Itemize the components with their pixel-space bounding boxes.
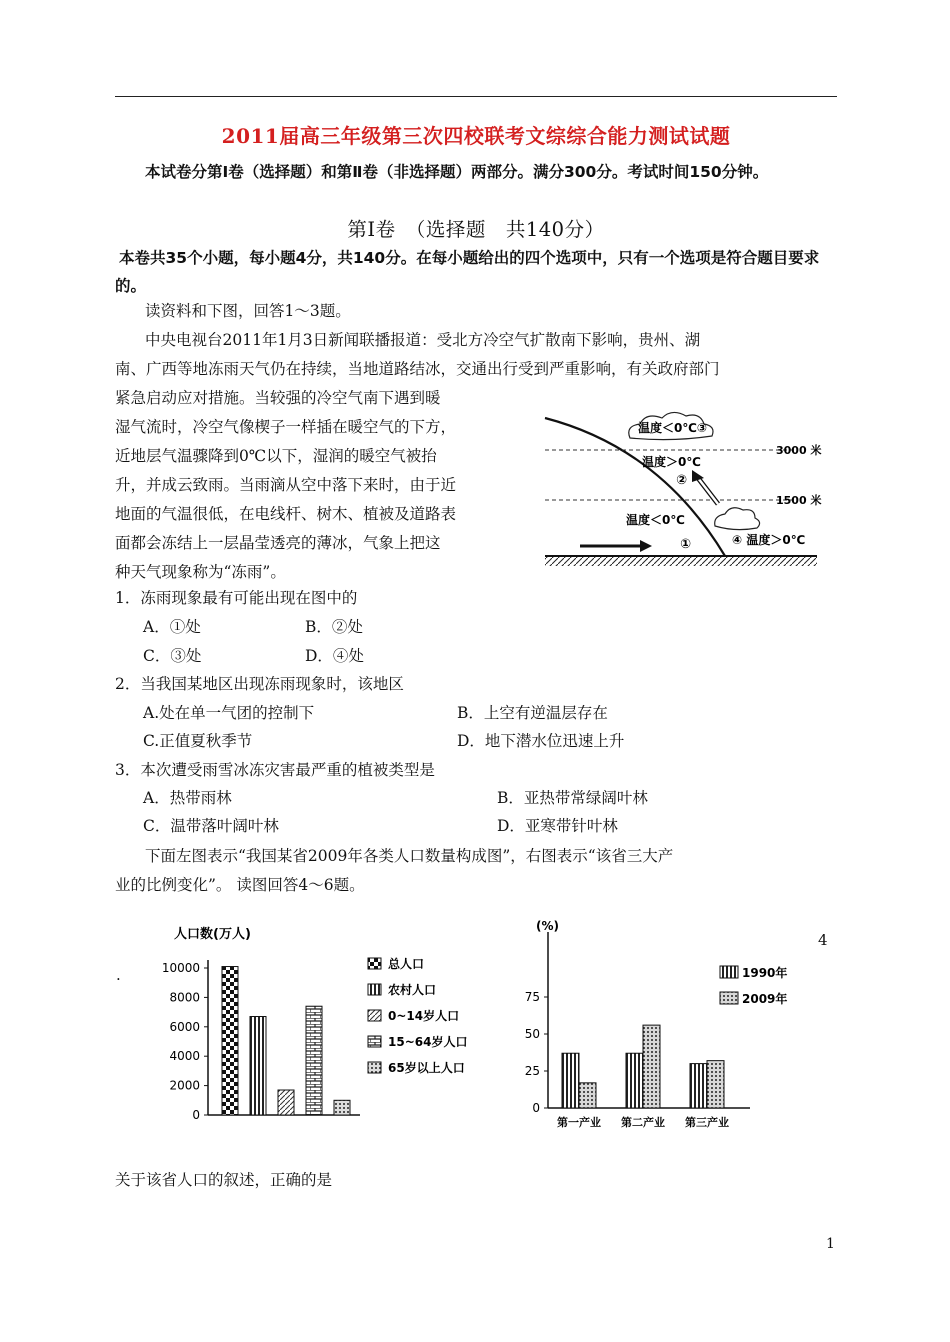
right-y-tick-label: 75 bbox=[524, 990, 540, 1004]
ground-hatch bbox=[545, 556, 817, 566]
cold-air-arrow-head bbox=[640, 540, 652, 552]
right-x-tick-label: 第三产业 bbox=[685, 1116, 729, 1129]
q3-option-a: A．热带雨林 bbox=[143, 789, 232, 807]
label-mid: 温度＞0℃ bbox=[642, 455, 701, 469]
left-legend-swatch bbox=[368, 1010, 381, 1021]
mark-2: ② bbox=[676, 473, 688, 488]
left-y-tick-label: 8000 bbox=[169, 990, 200, 1005]
right-legend-label: 2009年 bbox=[742, 992, 788, 1006]
q1-option-b: B．②处 bbox=[305, 618, 363, 636]
label-low: 温度＜0℃ bbox=[626, 513, 685, 527]
left-y-tick-label: 10000 bbox=[161, 961, 200, 975]
right-bar-2-2 bbox=[643, 1025, 660, 1108]
right-y-tick-label: 50 bbox=[524, 1027, 540, 1041]
right-legend-label: 1990年 bbox=[742, 966, 788, 980]
population-chart bbox=[150, 910, 510, 1146]
right-y-tick-label: 25 bbox=[524, 1064, 540, 1078]
q3-option-b: B．亚热带常绿阔叶林 bbox=[497, 789, 648, 807]
news-line-3: 紧急启动应对措施。当较强的冷空气南下遇到暖 bbox=[115, 389, 441, 407]
left-legend-label: 15~64岁人口 bbox=[388, 1035, 468, 1049]
wrap-line-4: 地面的气温很低，在电线杆、树木、植被及道路表 bbox=[115, 505, 457, 523]
left-legend-swatch bbox=[368, 958, 381, 969]
part1-heading: 第Ⅰ卷 （选择题 共140分） bbox=[347, 218, 605, 241]
left-y-tick-label: 2000 bbox=[169, 1078, 200, 1093]
label-top: 温度＜0℃③ bbox=[638, 421, 708, 435]
q3-option-c: C．温带落叶阔叶林 bbox=[143, 817, 279, 835]
header-rule bbox=[115, 96, 837, 97]
left-legend-label: 0~14岁人口 bbox=[388, 1009, 460, 1023]
alt-1500-label: 1500 米 bbox=[776, 494, 822, 507]
left-bar-3 bbox=[278, 1090, 294, 1115]
right-legend-swatch bbox=[720, 992, 738, 1004]
left-legend-swatch bbox=[368, 984, 381, 995]
left-y-label: 人口数(万人) bbox=[174, 927, 251, 942]
left-bar-1 bbox=[222, 967, 238, 1115]
stray-4: 4 bbox=[818, 931, 828, 949]
q1-stem: 1．冻雨现象最有可能出现在图中的 bbox=[115, 589, 358, 607]
q3-option-d: D．亚寒带针叶林 bbox=[497, 817, 618, 835]
q2-option-c: C.正值夏秋季节 bbox=[143, 732, 253, 750]
wrap-line-3: 升，并成云致雨。当雨滴从空中落下来时，由于近 bbox=[115, 476, 457, 494]
section2-lead-2: 业的比例变化”。 读图回答4～6题。 bbox=[115, 876, 365, 894]
right-bar-3-1 bbox=[690, 1064, 707, 1108]
wrap-line-6: 种天气现象称为“冻雨”。 bbox=[115, 563, 286, 581]
exam-intro: 本试卷分第Ⅰ卷（选择题）和第Ⅱ卷（非选择题）两部分。满分300分。考试时间150分钟。 bbox=[145, 163, 769, 181]
q1-option-c: C．③处 bbox=[143, 647, 202, 665]
q2-option-b: B．上空有逆温层存在 bbox=[457, 704, 608, 722]
q2-option-d: D．地下潜水位迅速上升 bbox=[457, 732, 625, 750]
left-y-tick-label: 0 bbox=[192, 1108, 200, 1122]
q4-stem: 关于该省人口的叙述，正确的是 bbox=[115, 1171, 333, 1189]
q2-stem: 2．当我国某地区出现冻雨现象时，该地区 bbox=[115, 675, 404, 693]
right-x-tick-label: 第一产业 bbox=[557, 1116, 601, 1129]
q1-option-d: D．④处 bbox=[305, 647, 364, 665]
left-legend-swatch bbox=[368, 1036, 381, 1047]
news-line-2: 南、广西等地冻雨天气仍在持续，当地道路结冰，交通出行受到严重影响，有关政府部门 bbox=[115, 360, 720, 378]
left-legend-label: 农村人口 bbox=[388, 983, 437, 997]
wrap-line-5: 面都会冻结上一层晶莹透亮的薄冰，气象上把这 bbox=[115, 534, 441, 552]
right-bar-1-1 bbox=[562, 1053, 579, 1108]
industry-chart bbox=[518, 910, 798, 1146]
right-y-label: (%) bbox=[536, 919, 559, 933]
right-y-tick-label: 0 bbox=[532, 1101, 540, 1115]
section1-lead: 读资料和下图，回答1～3题。 bbox=[145, 302, 351, 320]
alt-3000-label: 3000 米 bbox=[776, 444, 822, 457]
mark-1: ① bbox=[680, 537, 692, 552]
left-bar-5 bbox=[334, 1100, 350, 1115]
exam-title: 2011届高三年级第三次四校联考文综综合能力测试试题 bbox=[221, 124, 731, 148]
right-legend-swatch bbox=[720, 966, 738, 978]
news-line-1: 中央电视台2011年1月3日新闻联播报道：受北方冷空气扩散南下影响，贵州、湖 bbox=[145, 331, 701, 349]
wrap-line-2: 近地层气温骤降到0℃以下，湿润的暖空气被抬 bbox=[115, 447, 437, 465]
right-bar-1-2 bbox=[579, 1083, 596, 1108]
left-y-tick-label: 4000 bbox=[169, 1049, 200, 1064]
page-number: 1 bbox=[826, 1236, 835, 1252]
right-x-tick-label: 第二产业 bbox=[621, 1116, 665, 1129]
q3-stem: 3．本次遭受雨雪冰冻灾害最严重的植被类型是 bbox=[115, 761, 435, 779]
label-warm: ④ 温度＞0℃ bbox=[732, 533, 806, 547]
left-bar-2 bbox=[250, 1017, 266, 1115]
left-legend-label: 总人口 bbox=[388, 957, 425, 971]
wrap-line-1: 湿气流时，冷空气像楔子一样插在暖空气的下方， bbox=[115, 418, 457, 436]
left-bar-4 bbox=[306, 1006, 322, 1115]
left-legend-label: 65岁以上人口 bbox=[388, 1061, 465, 1075]
right-bar-2-1 bbox=[626, 1053, 643, 1108]
right-bar-3-2 bbox=[707, 1061, 724, 1108]
cloud-low bbox=[715, 508, 760, 530]
part1-note: 本卷共35个小题，每小题4分，共140分。在每小题给出的四个选项中，只有一个选项是符合题目要求的。 bbox=[115, 249, 820, 295]
freezing-rain-diagram bbox=[540, 408, 830, 582]
q2-option-a: A.处在单一气团的控制下 bbox=[143, 704, 315, 722]
section2-lead-1: 下面左图表示“我国某省2009年各类人口数量构成图”，右图表示“该省三大产 bbox=[145, 847, 674, 865]
left-legend-swatch bbox=[368, 1062, 381, 1073]
left-y-tick-label: 6000 bbox=[169, 1019, 200, 1034]
stray-dot: . bbox=[116, 966, 121, 984]
q1-option-a: A．①处 bbox=[143, 618, 201, 636]
